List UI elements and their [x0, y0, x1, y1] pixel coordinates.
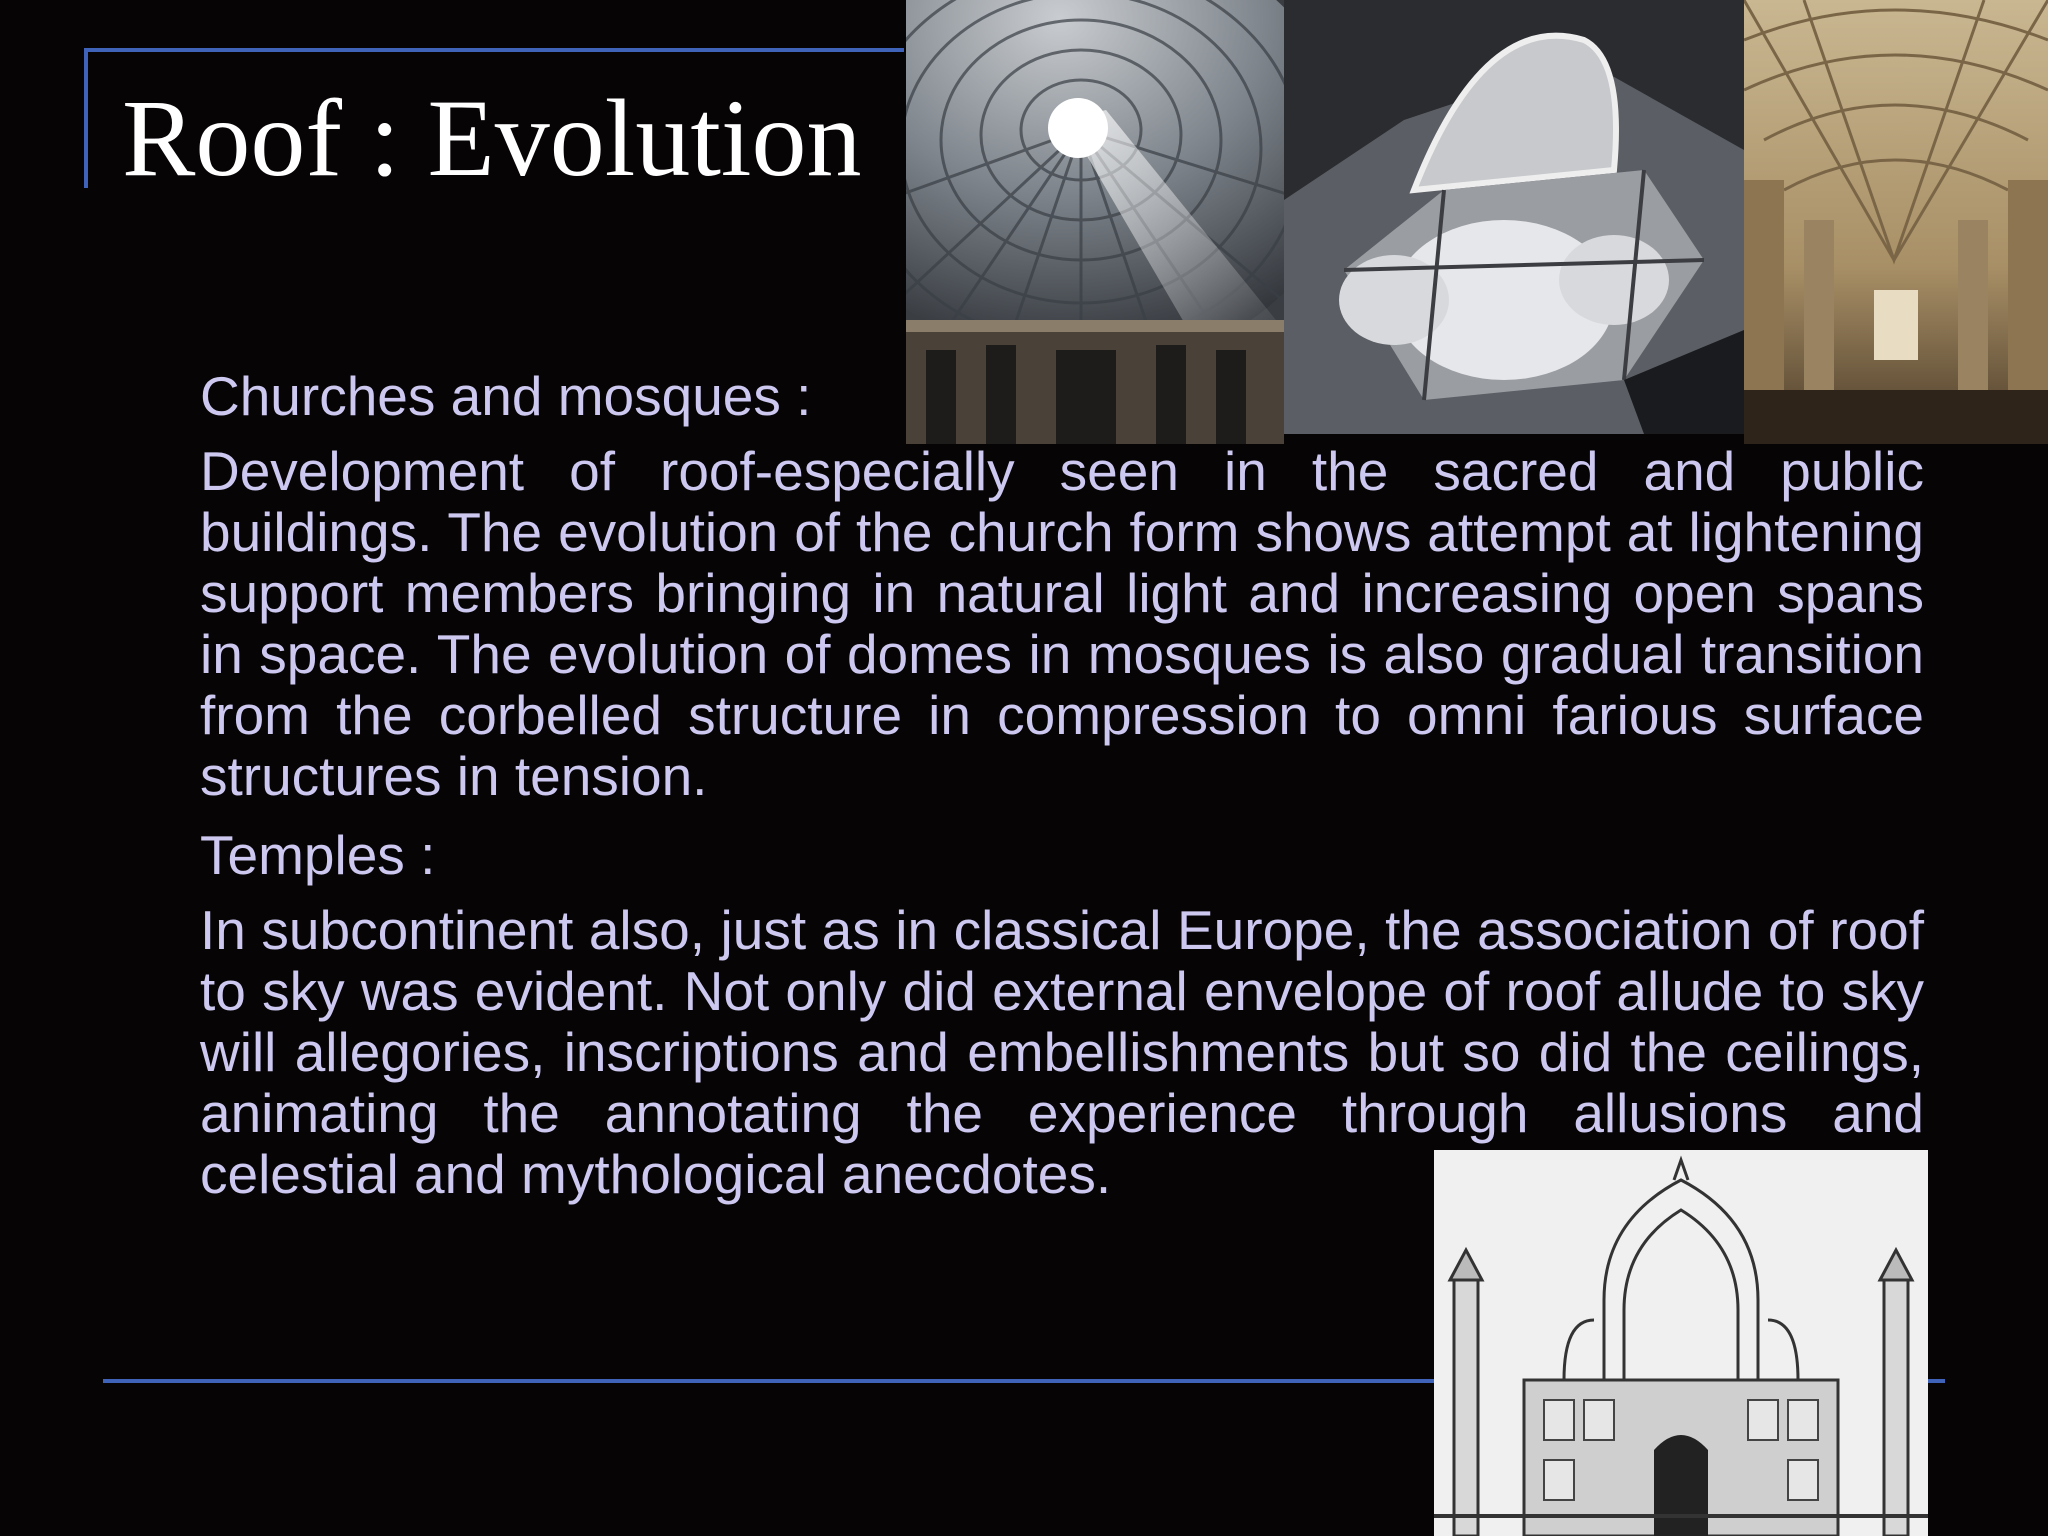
frame-line-left: [84, 48, 88, 188]
churches-mosques-paragraph: Development of roof-especially seen in the sacred and public buildings. The evolution of the church form shows attempt at lightening support members bringing in natural light and increasing open spans in space. The evolution of domes in mosques is also gradual transition from the corbelled structure in compression to omni farious surface structures in tension.: [200, 440, 1924, 807]
frame-line-top: [84, 48, 904, 52]
temples-paragraph: In subcontinent also, just as in classical Europe, the association of roof to sky was evident. Not only did external envelope of roof allude to sky will allegories, inscriptions and embellishments but so did the ceilings, animating the annotating the experience through allusions and celestial and mythological anecdotes.: [200, 899, 1924, 1205]
churches-mosques-heading: Churches and mosques :: [200, 365, 812, 427]
temples-heading: Temples :: [200, 824, 436, 886]
slide-body: [200, 366, 1924, 1223]
slide-title: Roof : Evolution: [122, 77, 862, 199]
